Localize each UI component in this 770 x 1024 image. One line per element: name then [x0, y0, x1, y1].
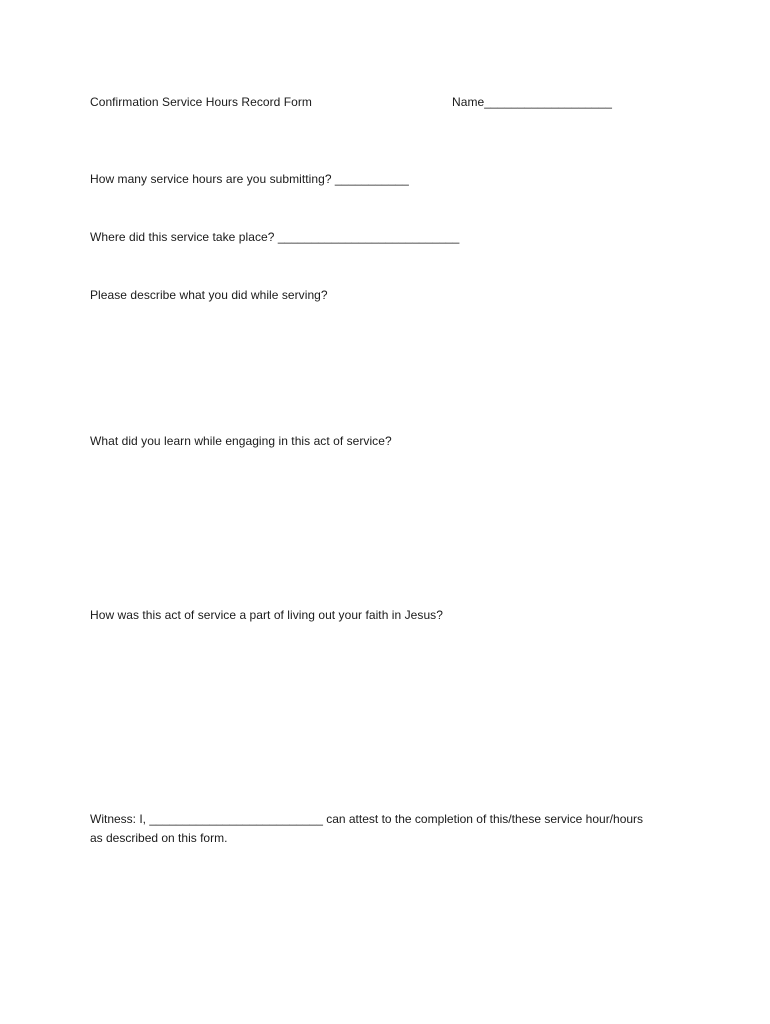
witness-line-2: as described on this form. — [90, 831, 228, 845]
question-service-location: Where did this service take place? ___________________________ — [90, 230, 460, 244]
question-describe-service: Please describe what you did while serving? — [90, 288, 328, 302]
question-service-hours: How many service hours are you submitting? ___________ — [90, 172, 409, 186]
question-what-learned: What did you learn while engaging in this act of service? — [90, 434, 392, 448]
question-faith-connection: How was this act of service a part of living out your faith in Jesus? — [90, 608, 443, 622]
name-field: Name___________________ — [452, 95, 612, 109]
witness-statement — [90, 810, 690, 848]
form-title: Confirmation Service Hours Record Form — [90, 95, 312, 109]
witness-line-1: Witness: I, __________________________ can attest to the completion of this/these service hour/hours — [90, 812, 644, 826]
